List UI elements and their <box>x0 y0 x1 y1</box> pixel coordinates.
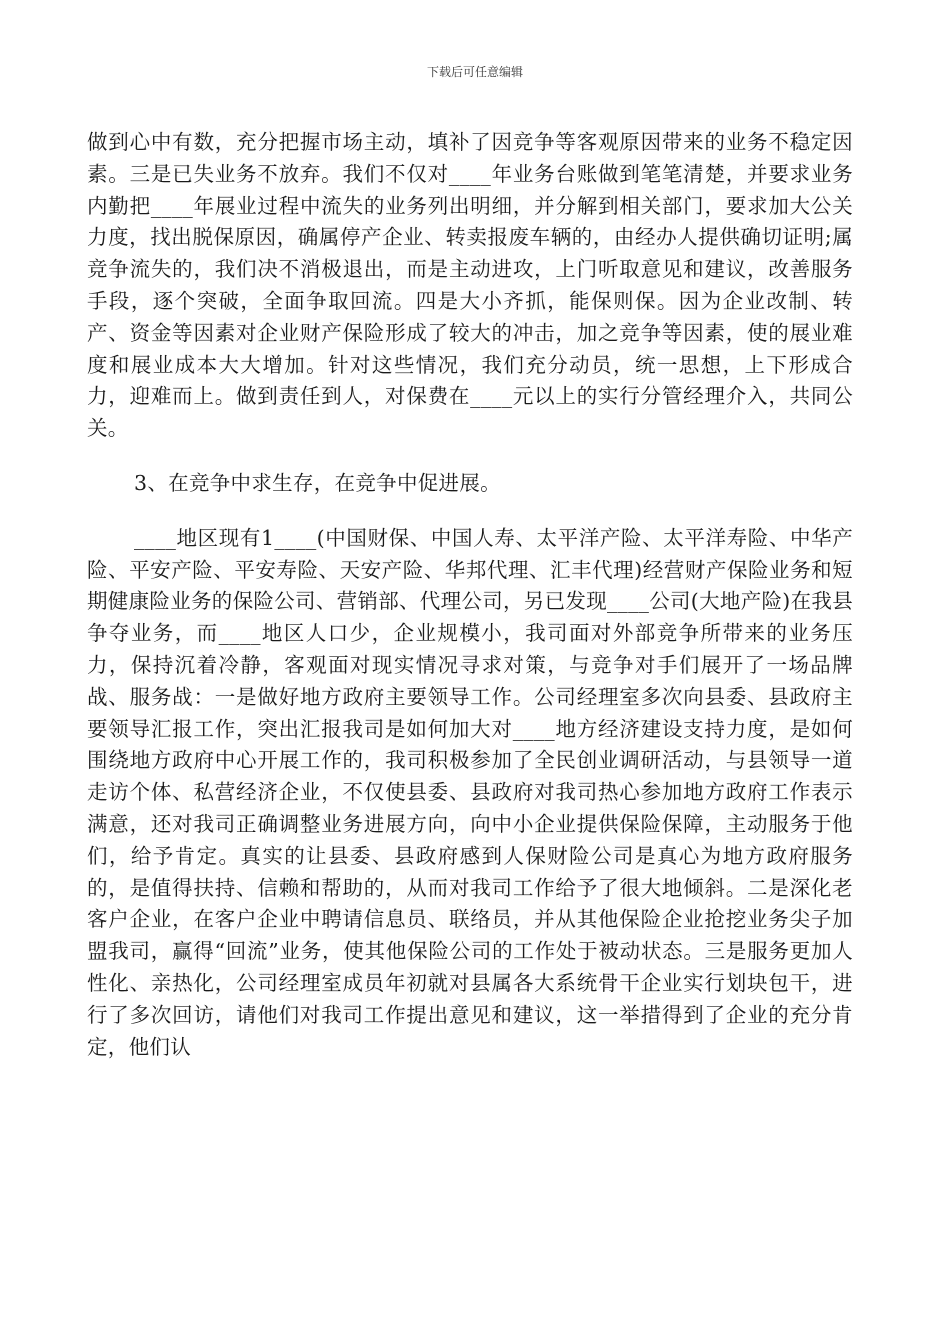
paragraph-continued: 做到心中有数，充分把握市场主动，填补了因竞争等客观原因带来的业务不稳定因素。三是已失业务不放弃。我们不仅对____年业务台账做到笔笔清楚，并要求业务内勤把____年展业过程中流失的业务列出明细，并分解到相关部门，要求加大公关力度，找出脱保原因，确属停产企业、转卖报废车辆的，由经办人提供确切证明;属竞争流失的，我们决不消极退出，而是主动进攻，上门听取意见和建议，改善服务手段，逐个突破，全面争取回流。四是大小齐抓，能保则保。因为企业改制、转产、资金等因素对企业财产保险形成了较大的冲击，加之竞争等因素，使的展业难度和展业成本大大增加。针对这些情况，我们充分动员，统一思想，上下形成合力，迎难而上。做到责任到人，对保费在____元以上的实行分管经理介入，共同公关。 <box>87 130 853 441</box>
document-body <box>87 127 853 1063</box>
page-header: 下载后可任意编辑 <box>426 65 523 79</box>
section-heading-3: 3、在竞争中求生存，在竞争中促进展。 <box>134 470 501 495</box>
paragraph-competition: ____地区现有1____(中国财保、中国人寿、太平洋产险、太平洋寿险、中华产险、平安产险、平安寿险、天安产险、华邦代理、汇丰代理)经营财产保险业务和短期健康险业务的保险公司、营销部、代理公司，另已发现____公司(大地产险)在我县争夺业务，而____地区人口少，企业规模小，我司面对外部竞争所带来的业务压力，保持沉着冷静，客观面对现实情况寻求对策，与竞争对手们展开了一场品牌战、服务战：一是做好地方政府主要领导工作。公司经理室多次向县委、县政府主要领导汇报工作，突出汇报我司是如何加大对____地方经济建设支持力度，是如何围绕地方政府中心开展工作的，我司积极参加了全民创业调研活动，与县领导一道走访个体、私营经济企业，不仅使县委、县政府对我司热心参加地方政府工作表示满意，还对我司正确调整业务进展方向，向中小企业提供保险保障，主动服务于他们，给予肯定。真实的让县委、县政府感到人保财险公司是真心为地方政府服务的，是值得扶持、信赖和帮助的，从而对我司工作给予了很大地倾斜。二是深化老客户企业，在客户企业中聘请信息员、联络员，并从其他保险企业抢挖业务尖子加盟我司，赢得“回流”业务，使其他保险公司的工作处于被动状态。三是服务更加人性化、亲热化，公司经理室成员年初就对县属各大系统骨干企业实行划块包干，进行了多次回访，请他们对我司工作提出意见和建议，这一举措得到了企业的充分肯定，他们认 <box>87 525 853 1059</box>
